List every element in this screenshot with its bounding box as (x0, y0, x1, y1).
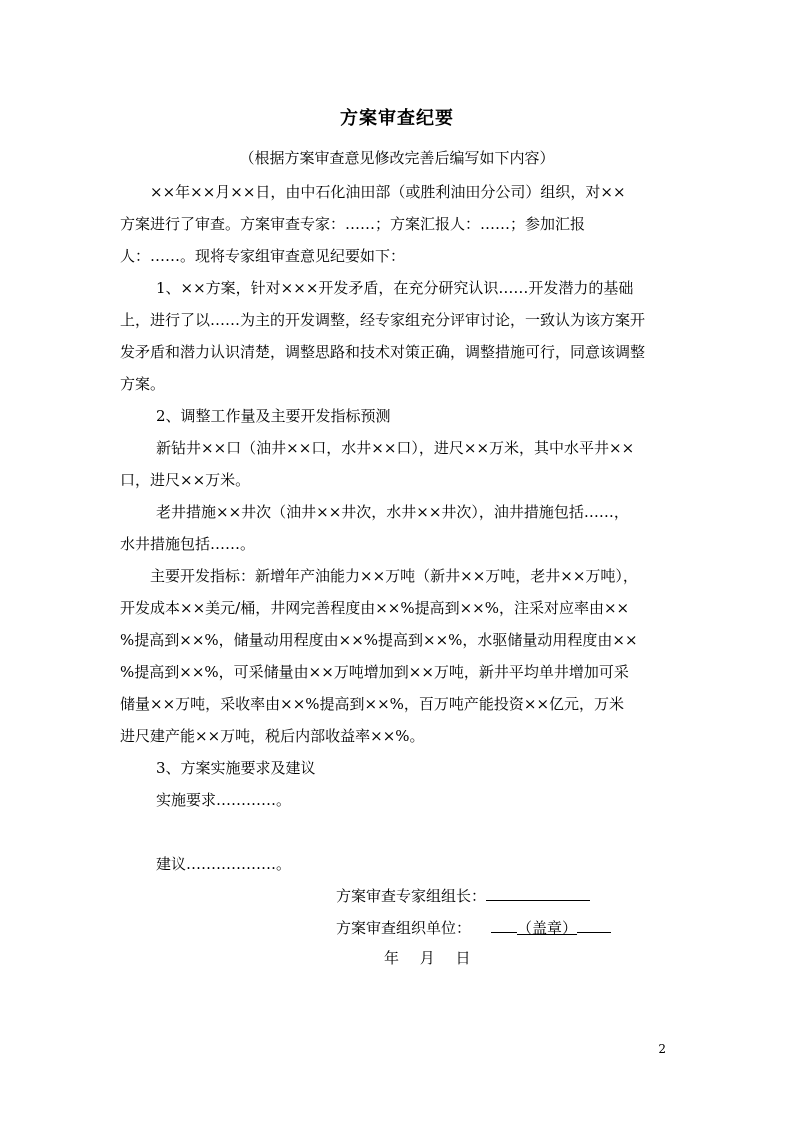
intro-line-2: 方案进行了审查。方案审查专家：……；方案汇报人：……；参加汇报 (120, 215, 586, 233)
old-wells-line-2: 水井措施包括……。 (120, 535, 256, 553)
indicators-line-1: 主要开发指标：新增年产油能力××万吨（新井××万吨，老井××万吨）， (150, 567, 638, 585)
org-label: 方案审查组织单位： (336, 919, 472, 937)
implementation-requirements: 实施要求…………。 (156, 791, 292, 809)
new-wells-line-2: 口，进尺××万米。 (120, 471, 251, 489)
leader-signature-line[interactable] (486, 884, 590, 901)
indicators-line-3: %提高到××%，储量动用程度由××%提高到××%，水驱储量动用程度由×× (120, 631, 638, 649)
page-number: 2 (658, 1042, 666, 1056)
suggestions: 建议………………。 (156, 855, 292, 873)
section2-heading: 2、调整工作量及主要开发指标预测 (156, 407, 391, 425)
intro-line-1: ××年××月××日，由中石化油田部（或胜利油田分公司）组织，对×× (150, 183, 626, 201)
leader-label: 方案审查专家组组长： (336, 887, 487, 905)
org-line-left (491, 916, 517, 933)
indicators-line-5: 储量××万吨，采收率由××%提高到××%，百万吨产能投资××亿元，万米 (120, 695, 625, 713)
org-signature-row (336, 916, 611, 938)
subtitle: （根据方案审查意见修改完善后编写如下内容） (239, 149, 555, 167)
section1-line-3: 发矛盾和潜力认识清楚，调整思路和技术对策正确，调整措施可行，同意该调整 (120, 343, 646, 361)
indicators-line-6: 进尺建产能××万吨，税后内部收益率××%。 (120, 727, 425, 745)
indicators-line-4: %提高到××%，可采储量由××万吨增加到××万吨，新井平均单井增加可采 (120, 663, 629, 681)
section1-line-1: 1、××方案，针对×××开发矛盾，在充分研究认识……开发潜力的基础 (156, 279, 634, 297)
date-line: 年 月 日 (384, 949, 471, 967)
new-wells-line-1: 新钻井××口（油井××口，水井××口），进尺××万米，其中水平井×× (156, 439, 635, 457)
org-line-right (577, 916, 611, 933)
indicators-line-2: 开发成本××美元/桶，井网完善程度由××%提高到××%，注采对应率由×× (120, 599, 630, 617)
old-wells-line-1: 老井措施××井次（油井××井次，水井××井次），油井措施包括……， (156, 503, 629, 521)
section1-line-4: 方案。 (120, 375, 166, 393)
seal-text: （盖章） (517, 919, 578, 937)
section3-heading: 3、方案实施要求及建议 (156, 759, 316, 777)
intro-line-3: 人：……。现将专家组审查意见纪要如下： (120, 247, 406, 265)
document-title: 方案审查纪要 (340, 108, 454, 129)
leader-signature-row (336, 884, 590, 906)
section1-line-2: 上，进行了以……为主的开发调整，经专家组充分评审讨论，一致认为该方案开 (120, 311, 646, 329)
